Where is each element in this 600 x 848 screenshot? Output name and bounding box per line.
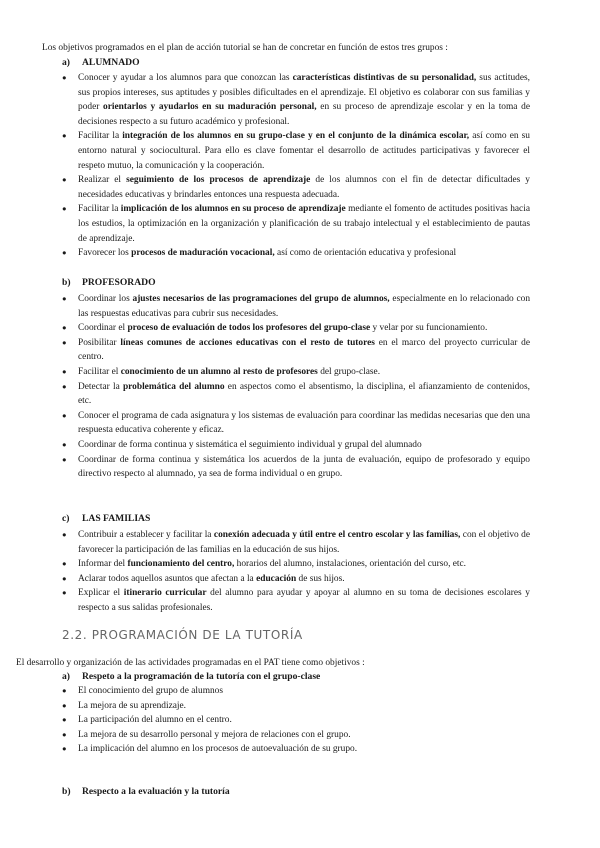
- list-item: ● Conocer y ayudar a los alumnos para que conozcan las características distintivas de su personalidad, sus actitudes, sus propios intereses, sus aptitudes y posibles dificultades en el aprendizaje. El objetivo es colaborar con sus familias y poder orientarlos y ayudarlos en su maduración personal, en su proceso de aprendizaje escolar y en la toma de decisiones respecto a su futuro académico y profesional.: [62, 71, 530, 129]
- list-item: ● Coordinar el proceso de evaluación de todos los profesores del grupo-clase y velar por su funcionamiento.: [62, 321, 530, 336]
- heading-letter: a): [62, 57, 70, 68]
- list-item: ● Contribuir a establecer y facilitar la conexión adecuada y útil entre el centro escolar y las familias, con el objetivo de favorecer la participación de las familias en la educación de sus hijos.: [62, 528, 530, 557]
- heading-title: LAS FAMILIAS: [82, 513, 151, 524]
- list-item: ● La participación del alumno en el centro.: [62, 713, 530, 728]
- heading-title: PROFESORADO: [82, 277, 156, 288]
- list-item: ● Favorecer los procesos de maduración vocacional, así como de orientación educativa y profesional: [62, 246, 530, 261]
- list-item: ● Posibilitar líneas comunes de acciones educativas con el resto de tutores en el marco del proyecto curricular de centro.: [62, 336, 530, 365]
- list-item: ● Coordinar de forma continua y sistemática el seguimiento individual y grupal del alumnado: [62, 438, 530, 453]
- list-item: ● La implicación del alumno en los procesos de autoevaluación de su grupo.: [62, 742, 530, 757]
- list-item: ● Coordinar los ajustes necesarios de las programaciones del grupo de alumnos, especialmente en lo relacionado con las respuestas educativas para cubrir sus necesidades.: [62, 292, 530, 321]
- tutoria-list: [62, 684, 530, 757]
- alumnado-list: [62, 71, 530, 261]
- list-item: ● Facilitar el conocimiento de un alumno al resto de profesores del grupo-clase.: [62, 365, 530, 380]
- list-item: ● La mejora de su desarrollo personal y mejora de relaciones con el grupo.: [62, 728, 530, 743]
- section-title: 2.2. PROGRAMACIÓN DE LA TUTORÍA: [62, 628, 303, 642]
- alumnado-heading: [62, 56, 140, 71]
- profesorado-list: [62, 292, 530, 482]
- heading-letter: b): [62, 277, 71, 288]
- heading-title: Respecto a la evaluación y la tutoría: [82, 786, 230, 797]
- intro-paragraph: Los objetivos programados en el plan de acción tutorial se han de concretar en función de estos tres grupos :: [42, 43, 448, 53]
- list-item: ● Aclarar todos aquellos asuntos que afectan a la educación de sus hijos.: [62, 572, 530, 587]
- list-item: ● Facilitar la implicación de los alumnos en su proceso de aprendizaje mediante el fomento de actitudes positivas hacia los estudios, la optimización en la organización y planificación de su trabajo intelectual y el establecimiento de pautas de aprendizaje.: [62, 202, 530, 246]
- heading-title: Respeto a la programación de la tutoría con el grupo-clase: [82, 671, 321, 682]
- list-item: ● Conocer el programa de cada asignatura y los sistemas de evaluación para coordinar las medidas necesarias que den una respuesta educativa coherente y eficaz.: [62, 409, 530, 438]
- tutoria-heading: [62, 670, 320, 685]
- familias-heading: [62, 512, 150, 527]
- list-item: ● Coordinar de forma continua y sistemática los acuerdos de la junta de evaluación, equipo de profesorado y equipo directivo respecto al alumnado, ya sea de forma individual o en grupo.: [62, 453, 530, 482]
- familias-list: [62, 528, 530, 616]
- heading-letter: b): [62, 786, 71, 797]
- list-item: ● La mejora de su aprendizaje.: [62, 699, 530, 714]
- list-item: ● Informar del funcionamiento del centro, horarios del alumno, instalaciones, orientación del curso, etc.: [62, 557, 530, 572]
- heading-letter: c): [62, 513, 70, 524]
- list-item: ● Explicar el itinerario curricular del alumno para ayudar y apoyar al alumno en su toma de decisiones escolares y respecto a sus salidas profesionales.: [62, 586, 530, 615]
- profesorado-heading: [62, 276, 156, 291]
- programacion-intro: El desarrollo y organización de las actividades programadas en el PAT tiene como objetivos :: [16, 658, 365, 668]
- list-item: ● El conocimiento del grupo de alumnos: [62, 684, 530, 699]
- heading-title: ALUMNADO: [82, 57, 140, 68]
- evaluacion-heading: [62, 785, 230, 800]
- heading-letter: a): [62, 671, 70, 682]
- list-item: ● Facilitar la integración de los alumnos en su grupo-clase y en el conjunto de la dinámica escolar, así como en su entorno natural y sociocultural. Para ello es clave fomentar el desarrollo de actitudes participativas y favorecer el respeto mutuo, la comunicación y la cooperación.: [62, 129, 530, 173]
- list-item: ● Realizar el seguimiento de los procesos de aprendizaje de los alumnos con el fin de detectar dificultades y necesidades educativas y brindarles entonces una respuesta adecuada.: [62, 173, 530, 202]
- list-item: ● Detectar la problemática del alumno en aspectos como el absentismo, la disciplina, el afianzamiento de contenidos, etc.: [62, 380, 530, 409]
